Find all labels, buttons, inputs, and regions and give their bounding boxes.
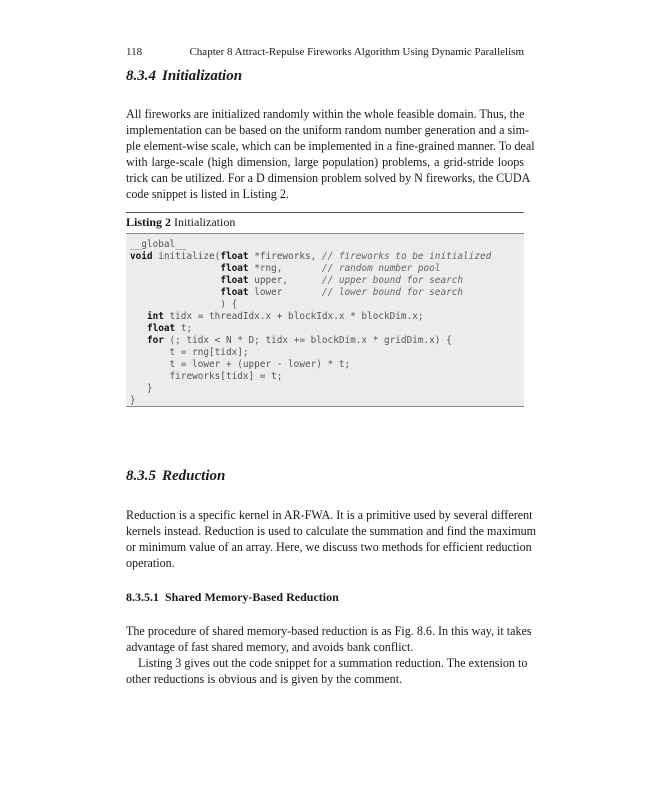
subsection-title-text: Shared Memory-Based Reduction bbox=[165, 590, 339, 604]
code-text: t; bbox=[175, 323, 193, 334]
text-line: implementation can be based on the uniform random number generation and a sim- bbox=[126, 123, 530, 137]
code-line bbox=[130, 287, 463, 299]
text-line: ple element-wise scale, which can be implemented in a fine-grained manner. To deal bbox=[126, 139, 535, 153]
code-keyword: float bbox=[220, 287, 249, 298]
code-text bbox=[130, 311, 147, 322]
code-line bbox=[130, 275, 463, 287]
code-comment: // upper bound for search bbox=[321, 275, 464, 286]
text-line: or minimum value of an array. Here, we discuss two methods for efficient reduction bbox=[126, 540, 532, 554]
code-text: fireworks[tidx] = t; bbox=[130, 371, 283, 382]
shared-memory-paragraph-1 bbox=[126, 623, 532, 655]
code-keyword: float bbox=[220, 275, 249, 286]
code-text: ) { bbox=[130, 299, 238, 310]
code-line bbox=[130, 299, 237, 311]
reduction-paragraph bbox=[126, 507, 537, 571]
code-line bbox=[130, 335, 452, 347]
page-number: 118 bbox=[126, 46, 143, 58]
code-text: __global__ bbox=[130, 239, 187, 250]
section-title-text: Reduction bbox=[162, 468, 226, 484]
code-keyword: for bbox=[146, 335, 164, 346]
code-text: } bbox=[130, 383, 153, 394]
text-line: advantage of fast shared memory, and avoids bank conflict. bbox=[126, 640, 414, 654]
code-text: t = lower + (upper - lower) * t; bbox=[130, 359, 351, 370]
code-text bbox=[130, 323, 147, 334]
code-keyword: float bbox=[146, 323, 176, 334]
code-line bbox=[130, 251, 491, 263]
text-line: Reduction is a specific kernel in AR-FWA. It is a primitive used by several different bbox=[126, 508, 533, 522]
code-line bbox=[130, 239, 186, 251]
initialization-paragraph bbox=[126, 106, 535, 202]
code-text: lower bbox=[248, 287, 322, 298]
code-text: } bbox=[130, 395, 136, 406]
code-text bbox=[130, 287, 220, 298]
section-number: 8.3.5 bbox=[126, 468, 156, 484]
code-keyword: void bbox=[130, 251, 153, 262]
code-text: upper, bbox=[248, 275, 322, 286]
text-line: code snippet is listed in Listing 2. bbox=[126, 187, 289, 201]
code-line bbox=[130, 383, 153, 395]
listing-caption bbox=[126, 212, 524, 230]
section-title-text: Initialization bbox=[162, 68, 243, 84]
code-line bbox=[130, 371, 282, 383]
code-keyword: float bbox=[220, 263, 249, 274]
code-line bbox=[130, 347, 249, 359]
code-text bbox=[130, 275, 220, 286]
listing-caption-text: Initialization bbox=[174, 215, 236, 229]
code-text bbox=[130, 263, 220, 274]
text-line: other reductions is obvious and is given by the comment. bbox=[126, 672, 403, 686]
text-line: kernels instead. Reduction is used to calculate the summation and find the maximum bbox=[126, 524, 537, 538]
code-line bbox=[130, 263, 440, 275]
code-listing bbox=[126, 233, 524, 407]
code-text: *rng, bbox=[248, 263, 322, 274]
text-line: trick can be utilized. For a D dimension problem solved by N fireworks, the CUDA bbox=[126, 171, 531, 185]
section-title-initialization bbox=[126, 68, 242, 85]
code-text: *fireworks, bbox=[248, 251, 322, 262]
subsection-number: 8.3.5.1 bbox=[126, 590, 159, 604]
code-line bbox=[130, 395, 136, 407]
text-line: with large-scale (high dimension, large population) problems, a grid-stride loops bbox=[126, 155, 524, 169]
text-line: Listing 3 gives out the code snippet for a summation reduction. The extension to bbox=[138, 656, 528, 670]
code-text: tidx = threadIdx.x + blockIdx.x * blockDim.x; bbox=[163, 311, 424, 322]
text-line: operation. bbox=[126, 556, 175, 570]
section-number: 8.3.4 bbox=[126, 68, 156, 84]
code-line bbox=[130, 359, 350, 371]
code-text: (; tidx < N * D; tidx += blockDim.x * gridDim.x) { bbox=[163, 335, 452, 346]
code-line bbox=[130, 311, 424, 323]
code-line bbox=[130, 323, 192, 335]
code-text bbox=[130, 335, 147, 346]
running-title: Chapter 8 Attract-Repulse Fireworks Algorithm Using Dynamic Parallelism bbox=[189, 46, 524, 58]
subsection-title bbox=[126, 590, 339, 605]
listing-label: Listing 2 bbox=[126, 215, 172, 229]
code-comment: // random number pool bbox=[321, 263, 441, 274]
code-keyword: float bbox=[220, 251, 249, 262]
text-line: All fireworks are initialized randomly within the whole feasible domain. Thus, the bbox=[126, 107, 525, 121]
shared-memory-paragraph-2 bbox=[126, 655, 528, 687]
code-text: t = rng[tidx]; bbox=[130, 347, 249, 358]
text-line: The procedure of shared memory-based reduction is as Fig. 8.6. In this way, it takes bbox=[126, 624, 532, 638]
code-comment: // fireworks to be initialized bbox=[321, 251, 492, 262]
section-title-reduction bbox=[126, 468, 225, 485]
code-keyword: int bbox=[146, 311, 164, 322]
code-text: initialize( bbox=[152, 251, 221, 262]
code-comment: // lower bound for search bbox=[321, 287, 464, 298]
